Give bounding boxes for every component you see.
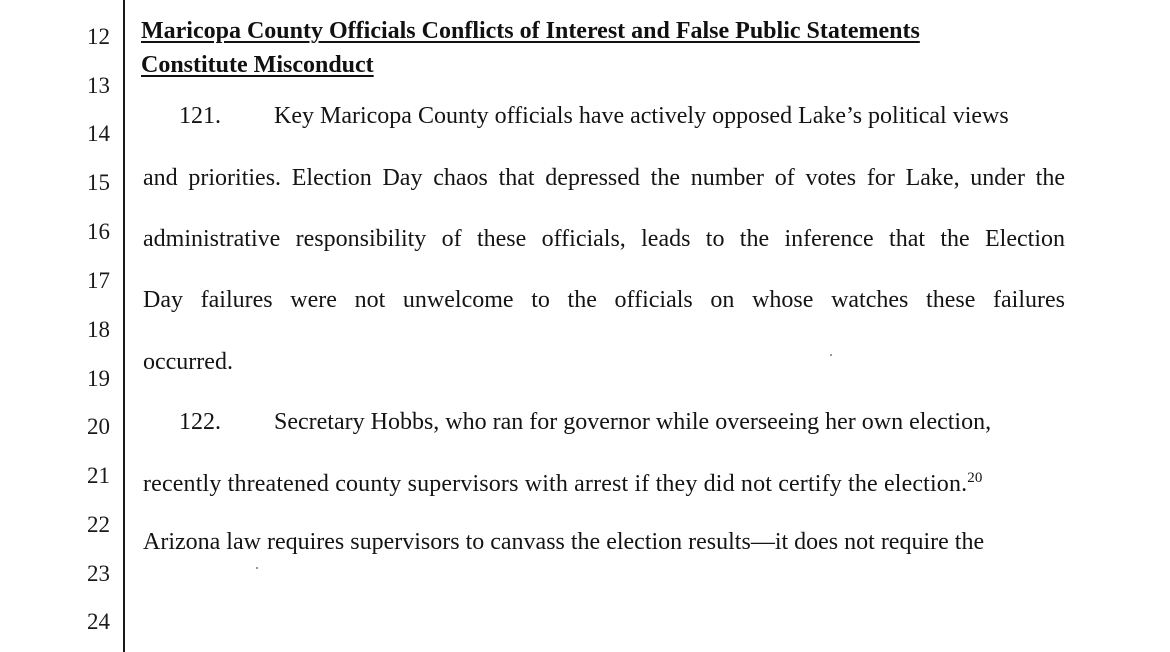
line-number: 12	[87, 24, 110, 49]
paragraph-text-line: Arizona law requires supervisors to canvass the election results—it does not require the	[143, 529, 985, 555]
line-number: 18	[87, 317, 110, 342]
line-number-rule	[123, 0, 125, 652]
section-heading-line-1: Maricopa County Officials Conflicts of Interest and False Public Statements	[141, 18, 920, 44]
line-number: 21	[87, 463, 110, 488]
footnote-reference[interactable]: 20	[967, 470, 983, 486]
line-number: 15	[87, 170, 110, 195]
paragraph-122-first-line	[143, 407, 1065, 437]
scan-speck	[830, 354, 832, 356]
line-number: 17	[87, 268, 110, 293]
paragraph-text-line: administrative responsibility of these officials, leads to the inference that the Election	[143, 226, 1065, 252]
paragraph-text: Secretary Hobbs, who ran for governor while overseeing her own election,	[274, 409, 992, 435]
paragraph-text: recently threatened county supervisors with arrest if they did not certify the election.	[143, 471, 968, 497]
line-number: 20	[87, 414, 110, 439]
line-number: 23	[87, 561, 110, 586]
paragraph-text-line: and priorities. Election Day chaos that depressed the number of votes for Lake, under the	[143, 165, 1065, 191]
line-number: 16	[87, 219, 110, 244]
paragraph-text: Key Maricopa County officials have actively opposed Lake’s political views	[274, 103, 1009, 129]
paragraph-text-line: occurred.	[143, 349, 233, 375]
paragraph-text-line: Day failures were not unwelcome to the officials on whose watches these failures	[143, 287, 1065, 313]
line-number: 22	[87, 512, 110, 537]
line-number: 24	[87, 609, 110, 634]
paragraph-text-line	[143, 469, 983, 499]
line-number: 13	[87, 73, 110, 98]
section-heading-line-2: Constitute Misconduct	[141, 52, 374, 78]
scan-speck	[256, 567, 258, 569]
paragraph-number: 121.	[179, 103, 221, 129]
paragraph-number: 122.	[179, 409, 221, 435]
line-number: 14	[87, 121, 110, 146]
paragraph-121-first-line	[143, 101, 1065, 131]
line-number: 19	[87, 366, 110, 391]
